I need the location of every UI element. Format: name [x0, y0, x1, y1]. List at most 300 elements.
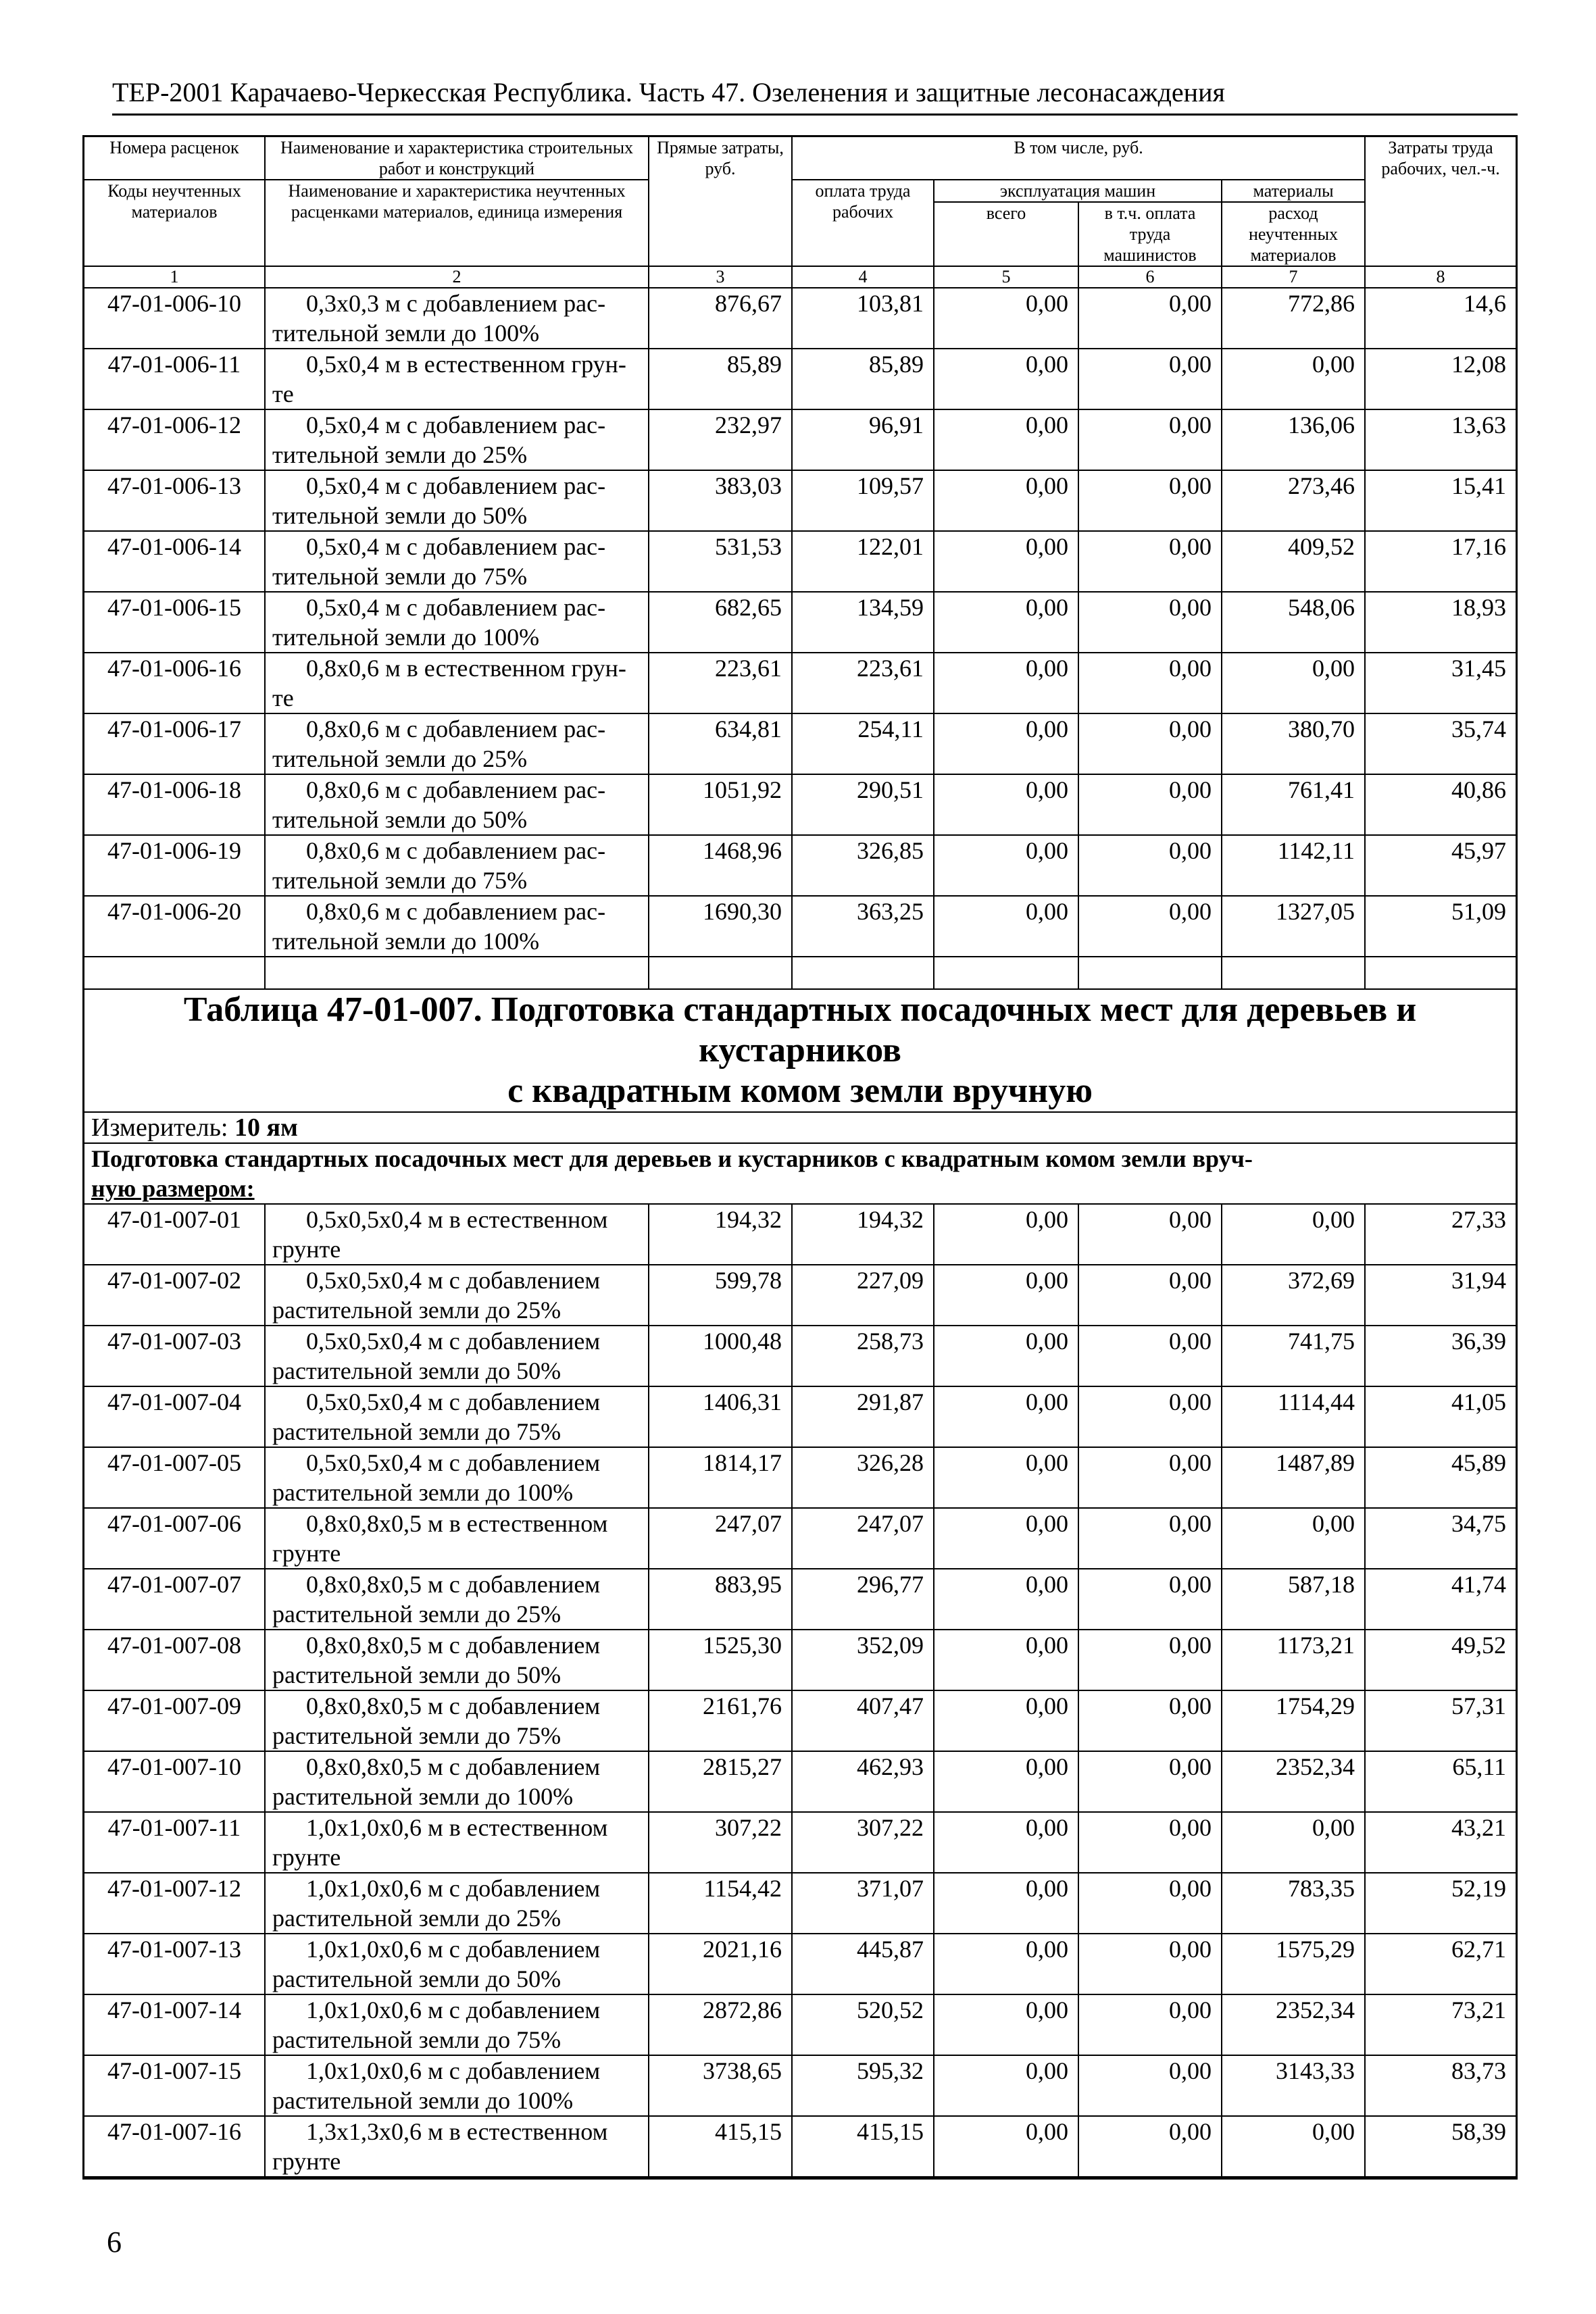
materials-value: 1327,05 — [1222, 896, 1365, 957]
description-line: растительной земли до 50% — [272, 1965, 562, 1992]
meter-row — [84, 1112, 1516, 1143]
description-line: 0,5x0,4 м с добавлением рас- — [306, 472, 606, 499]
description-line: тительной земли до 100% — [272, 624, 540, 651]
description-line: растительной земли до 75% — [272, 1722, 562, 1749]
table-title-row — [84, 989, 1516, 1112]
table-row — [84, 1386, 1516, 1447]
labor-value: 62,71 — [1365, 1934, 1516, 1994]
table-row — [84, 774, 1516, 835]
materials-value: 1114,44 — [1222, 1386, 1365, 1447]
table-row — [84, 1934, 1516, 1994]
machine-wages-value: 0,00 — [1078, 713, 1222, 774]
materials-value: 0,00 — [1222, 1812, 1365, 1873]
labor-value: 43,21 — [1365, 1812, 1516, 1873]
group-heading-line: ную размером: — [91, 1175, 255, 1202]
materials-value: 1173,21 — [1222, 1630, 1365, 1690]
description-line: растительной земли до 25% — [272, 1601, 562, 1628]
direct-costs-value: 1468,96 — [649, 835, 792, 896]
machine-total-value: 0,00 — [934, 592, 1078, 653]
machine-total-value: 0,00 — [934, 1204, 1078, 1265]
machine-wages-value: 0,00 — [1078, 288, 1222, 349]
work-description — [265, 896, 649, 957]
machine-wages-value: 0,00 — [1078, 1508, 1222, 1569]
work-description — [265, 1265, 649, 1326]
table-row — [84, 1994, 1516, 2055]
materials-value: 2352,34 — [1222, 1994, 1365, 2055]
materials-value: 372,69 — [1222, 1265, 1365, 1326]
wages-value: 445,87 — [792, 1934, 934, 1994]
wages-value: 134,59 — [792, 592, 934, 653]
labor-value: 31,45 — [1365, 653, 1516, 713]
direct-costs-value: 232,97 — [649, 409, 792, 470]
description-line: растительной земли до 25% — [272, 1905, 562, 1932]
machine-total-value: 0,00 — [934, 2055, 1078, 2116]
table-row — [84, 531, 1516, 592]
machine-total-value: 0,00 — [934, 288, 1078, 349]
work-description — [265, 1204, 649, 1265]
description-line: 0,5x0,5x0,4 м с добавлением — [306, 1388, 601, 1415]
price-code: 47-01-007-09 — [84, 1690, 265, 1751]
wages-value: 595,32 — [792, 2055, 934, 2116]
description-line: растительной земли до 100% — [272, 2087, 574, 2114]
column-numbers-row — [84, 266, 1516, 288]
machine-total-value: 0,00 — [934, 2116, 1078, 2177]
table-row — [84, 835, 1516, 896]
direct-costs-value: 2161,76 — [649, 1690, 792, 1751]
description-line: тительной земли до 50% — [272, 502, 528, 529]
wages-value: 96,91 — [792, 409, 934, 470]
table-row — [84, 653, 1516, 713]
meter — [84, 1112, 1516, 1143]
description-line: 1,0x1,0x0,6 м с добавлением — [306, 2057, 601, 2084]
wages-value: 296,77 — [792, 1569, 934, 1630]
labor-value: 34,75 — [1365, 1508, 1516, 1569]
work-description — [265, 653, 649, 713]
description-line: 0,5x0,5x0,4 м в естественном — [306, 1206, 608, 1233]
price-code: 47-01-007-01 — [84, 1204, 265, 1265]
description-line: грунте — [272, 2148, 341, 2175]
description-line: тительной земли до 75% — [272, 867, 528, 894]
machine-total-value: 0,00 — [934, 653, 1078, 713]
col-direct-costs-header: Прямые затраты, руб. — [649, 137, 792, 266]
machine-total-value: 0,00 — [934, 1265, 1078, 1326]
direct-costs-value: 876,67 — [649, 288, 792, 349]
materials-value: 761,41 — [1222, 774, 1365, 835]
materials-value: 1575,29 — [1222, 1934, 1365, 1994]
column-number: 6 — [1078, 266, 1222, 288]
description-line: растительной земли до 75% — [272, 1418, 562, 1445]
machine-total-value: 0,00 — [934, 1994, 1078, 2055]
wages-value: 326,85 — [792, 835, 934, 896]
machine-wages-value: 0,00 — [1078, 2116, 1222, 2177]
work-description — [265, 1812, 649, 1873]
labor-value: 52,19 — [1365, 1873, 1516, 1934]
wages-value: 227,09 — [792, 1265, 934, 1326]
machine-total-value: 0,00 — [934, 1508, 1078, 1569]
materials-value: 548,06 — [1222, 592, 1365, 653]
machine-total-value: 0,00 — [934, 349, 1078, 409]
direct-costs-value: 194,32 — [649, 1204, 792, 1265]
col-labor-header: Затраты труда рабочих, чел.-ч. — [1365, 137, 1516, 266]
table-row — [84, 1265, 1516, 1326]
description-line: 0,5x0,5x0,4 м с добавлением — [306, 1328, 601, 1355]
meter-value: 10 ям — [234, 1113, 298, 1142]
spacer-row — [84, 957, 1516, 989]
work-description — [265, 774, 649, 835]
machine-total-value: 0,00 — [934, 409, 1078, 470]
materials-value: 0,00 — [1222, 653, 1365, 713]
wages-value: 290,51 — [792, 774, 934, 835]
machine-total-value: 0,00 — [934, 1386, 1078, 1447]
col-machine-total-header: всего — [934, 202, 1078, 266]
direct-costs-value: 1154,42 — [649, 1873, 792, 1934]
description-line: 0,8x0,6 м в естественном грун- — [306, 655, 626, 682]
description-line: 1,0x1,0x0,6 м в естественном — [306, 1814, 608, 1841]
machine-total-value: 0,00 — [934, 1934, 1078, 1994]
description-line: 0,8x0,8x0,5 м с добавлением — [306, 1692, 601, 1719]
direct-costs-value: 2815,27 — [649, 1751, 792, 1812]
table-row — [84, 1873, 1516, 1934]
machine-wages-value: 0,00 — [1078, 1569, 1222, 1630]
description-line: 0,8x0,6 м с добавлением рас- — [306, 776, 606, 803]
labor-value: 36,39 — [1365, 1326, 1516, 1386]
table-row — [84, 470, 1516, 531]
column-number: 3 — [649, 266, 792, 288]
table-row — [84, 1751, 1516, 1812]
wages-value: 352,09 — [792, 1630, 934, 1690]
labor-value: 51,09 — [1365, 896, 1516, 957]
direct-costs-value: 3738,65 — [649, 2055, 792, 2116]
machine-total-value: 0,00 — [934, 1873, 1078, 1934]
table-title-line: с квадратным комом земли вручную — [507, 1072, 1093, 1110]
direct-costs-value: 1051,92 — [649, 774, 792, 835]
direct-costs-value: 1000,48 — [649, 1326, 792, 1386]
direct-costs-value: 247,07 — [649, 1508, 792, 1569]
price-table-sheet — [82, 135, 1518, 2180]
machine-total-value: 0,00 — [934, 1690, 1078, 1751]
machine-wages-value: 0,00 — [1078, 774, 1222, 835]
labor-value: 14,6 — [1365, 288, 1516, 349]
col-works-header: Наименование и характеристика строительных работ и конструкций — [265, 137, 649, 180]
wages-value: 254,11 — [792, 713, 934, 774]
labor-value: 35,74 — [1365, 713, 1516, 774]
wages-value: 258,73 — [792, 1326, 934, 1386]
direct-costs-value: 1814,17 — [649, 1447, 792, 1508]
price-code: 47-01-006-13 — [84, 470, 265, 531]
price-code: 47-01-007-16 — [84, 2116, 265, 2177]
description-line: 0,5x0,4 м с добавлением рас- — [306, 533, 606, 560]
table-row — [84, 288, 1516, 349]
machine-wages-value: 0,00 — [1078, 653, 1222, 713]
description-line: 0,3x0,3 м с добавлением рас- — [306, 290, 606, 317]
description-line: 0,8x0,8x0,5 м с добавлением — [306, 1753, 601, 1780]
column-number: 5 — [934, 266, 1078, 288]
price-code: 47-01-006-11 — [84, 349, 265, 409]
wages-value: 520,52 — [792, 1994, 934, 2055]
machine-wages-value: 0,00 — [1078, 470, 1222, 531]
direct-costs-value: 2021,16 — [649, 1934, 792, 1994]
work-description — [265, 1690, 649, 1751]
wages-value: 462,93 — [792, 1751, 934, 1812]
table-row — [84, 349, 1516, 409]
direct-costs-value: 883,95 — [649, 1569, 792, 1630]
page-header: ТЕР-2001 Карачаево-Черкесская Республика. Часть 47. Озеленения и защитные лесонасаждения — [112, 76, 1518, 116]
direct-costs-value: 85,89 — [649, 349, 792, 409]
description-line: тительной земли до 25% — [272, 441, 528, 468]
price-code: 47-01-007-15 — [84, 2055, 265, 2116]
price-code: 47-01-006-20 — [84, 896, 265, 957]
description-line: 1,3x1,3x0,6 м в естественном — [306, 2118, 608, 2145]
description-line: тительной земли до 100% — [272, 928, 540, 955]
machine-wages-value: 0,00 — [1078, 896, 1222, 957]
description-line: те — [272, 684, 294, 711]
machine-total-value: 0,00 — [934, 713, 1078, 774]
table-row — [84, 1630, 1516, 1690]
column-number: 7 — [1222, 266, 1365, 288]
table-row — [84, 896, 1516, 957]
work-description — [265, 1447, 649, 1508]
description-line: тительной земли до 25% — [272, 745, 528, 772]
column-number: 2 — [265, 266, 649, 288]
machine-wages-value: 0,00 — [1078, 1386, 1222, 1447]
labor-value: 13,63 — [1365, 409, 1516, 470]
machine-wages-value: 0,00 — [1078, 592, 1222, 653]
work-description — [265, 531, 649, 592]
price-code: 47-01-007-14 — [84, 1994, 265, 2055]
wages-value: 103,81 — [792, 288, 934, 349]
machine-wages-value: 0,00 — [1078, 409, 1222, 470]
direct-costs-value: 1690,30 — [649, 896, 792, 957]
description-line: 1,0x1,0x0,6 м с добавлением — [306, 1875, 601, 1902]
labor-value: 65,11 — [1365, 1751, 1516, 1812]
column-number: 8 — [1365, 266, 1516, 288]
labor-value: 17,16 — [1365, 531, 1516, 592]
work-description — [265, 470, 649, 531]
materials-value: 1142,11 — [1222, 835, 1365, 896]
description-line: растительной земли до 50% — [272, 1357, 562, 1384]
table-row — [84, 1812, 1516, 1873]
table-row — [84, 1690, 1516, 1751]
description-line: грунте — [272, 1236, 341, 1263]
direct-costs-value: 383,03 — [649, 470, 792, 531]
wages-value: 291,87 — [792, 1386, 934, 1447]
description-line: 0,8x0,6 м с добавлением рас- — [306, 837, 606, 864]
machine-total-value: 0,00 — [934, 1812, 1078, 1873]
materials-value: 0,00 — [1222, 349, 1365, 409]
labor-value: 18,93 — [1365, 592, 1516, 653]
price-code: 47-01-006-14 — [84, 531, 265, 592]
machine-total-value: 0,00 — [934, 1447, 1078, 1508]
wages-value: 247,07 — [792, 1508, 934, 1569]
materials-value: 587,18 — [1222, 1569, 1365, 1630]
price-code: 47-01-007-12 — [84, 1873, 265, 1934]
table-row — [84, 1326, 1516, 1386]
work-description — [265, 1569, 649, 1630]
price-code: 47-01-007-02 — [84, 1265, 265, 1326]
direct-costs-value: 1525,30 — [649, 1630, 792, 1690]
machine-wages-value: 0,00 — [1078, 1690, 1222, 1751]
table-row — [84, 592, 1516, 653]
machine-wages-value: 0,00 — [1078, 349, 1222, 409]
labor-value: 58,39 — [1365, 2116, 1516, 2177]
machine-total-value: 0,00 — [934, 835, 1078, 896]
work-description — [265, 1630, 649, 1690]
description-line: 0,5x0,4 м в естественном грун- — [306, 351, 626, 378]
machine-total-value: 0,00 — [934, 1751, 1078, 1812]
machine-wages-value: 0,00 — [1078, 1265, 1222, 1326]
wages-value: 307,22 — [792, 1812, 934, 1873]
col-machine-wages-header: в т.ч. оплата труда машинистов — [1078, 202, 1222, 266]
machine-total-value: 0,00 — [934, 774, 1078, 835]
labor-value: 41,05 — [1365, 1386, 1516, 1447]
labor-value: 12,08 — [1365, 349, 1516, 409]
price-code: 47-01-007-10 — [84, 1751, 265, 1812]
description-line: 0,8x0,8x0,5 м в естественном — [306, 1510, 608, 1537]
direct-costs-value: 682,65 — [649, 592, 792, 653]
wages-value: 363,25 — [792, 896, 934, 957]
col-wages-header: оплата труда рабочих — [792, 180, 934, 266]
col-materials-desc-header: Наименование и характеристика неучтенных расценками материалов, единица измерения — [265, 180, 649, 266]
work-description — [265, 1508, 649, 1569]
work-description — [265, 592, 649, 653]
work-description — [265, 2116, 649, 2177]
description-line: 1,0x1,0x0,6 м с добавлением — [306, 1996, 601, 2023]
machine-total-value: 0,00 — [934, 470, 1078, 531]
description-line: тительной земли до 75% — [272, 563, 528, 590]
table-row — [84, 2116, 1516, 2177]
description-line: растительной земли до 100% — [272, 1783, 574, 1810]
machine-wages-value: 0,00 — [1078, 1934, 1222, 1994]
materials-value: 1754,29 — [1222, 1690, 1365, 1751]
description-line: растительной земли до 25% — [272, 1297, 562, 1324]
price-code: 47-01-006-19 — [84, 835, 265, 896]
machine-operation-header: эксплуатация машин — [934, 180, 1222, 202]
wages-value: 194,32 — [792, 1204, 934, 1265]
machine-wages-value: 0,00 — [1078, 531, 1222, 592]
materials-value: 409,52 — [1222, 531, 1365, 592]
table-title-line: Таблица 47-01-007. Подготовка стандартных посадочных мест для деревьев и кустарников — [183, 990, 1417, 1070]
group-heading — [84, 1143, 1516, 1204]
table-row — [84, 1447, 1516, 1508]
materials-value: 3143,33 — [1222, 2055, 1365, 2116]
machine-wages-value: 0,00 — [1078, 1326, 1222, 1386]
table-title — [84, 989, 1516, 1112]
machine-wages-value: 0,00 — [1078, 1630, 1222, 1690]
description-line: тительной земли до 50% — [272, 806, 528, 833]
price-code: 47-01-006-17 — [84, 713, 265, 774]
description-line: растительной земли до 100% — [272, 1479, 574, 1506]
description-line: 0,8x0,6 м с добавлением рас- — [306, 898, 606, 925]
col-material-codes-header: Коды неучтенных материалов — [84, 180, 265, 266]
materials-value: 772,86 — [1222, 288, 1365, 349]
machine-wages-value: 0,00 — [1078, 1751, 1222, 1812]
price-code: 47-01-006-12 — [84, 409, 265, 470]
price-code: 47-01-006-16 — [84, 653, 265, 713]
description-line: растительной земли до 75% — [272, 2026, 562, 2053]
materials-value: 0,00 — [1222, 1204, 1365, 1265]
group-heading-row — [84, 1143, 1516, 1204]
column-number: 1 — [84, 266, 265, 288]
wages-value: 407,47 — [792, 1690, 934, 1751]
labor-value: 83,73 — [1365, 2055, 1516, 2116]
wages-value: 122,01 — [792, 531, 934, 592]
table-row — [84, 409, 1516, 470]
machine-total-value: 0,00 — [934, 896, 1078, 957]
direct-costs-value: 415,15 — [649, 2116, 792, 2177]
materials-value: 1487,89 — [1222, 1447, 1365, 1508]
header-row-2 — [84, 180, 1516, 202]
labor-value: 15,41 — [1365, 470, 1516, 531]
work-description — [265, 288, 649, 349]
price-code: 47-01-006-10 — [84, 288, 265, 349]
machine-wages-value: 0,00 — [1078, 2055, 1222, 2116]
machine-total-value: 0,00 — [934, 531, 1078, 592]
work-description — [265, 1934, 649, 1994]
wages-value: 85,89 — [792, 349, 934, 409]
materials-header: материалы — [1222, 180, 1365, 202]
work-description — [265, 835, 649, 896]
work-description — [265, 1326, 649, 1386]
price-code: 47-01-007-08 — [84, 1630, 265, 1690]
price-code: 47-01-007-06 — [84, 1508, 265, 1569]
including-header: В том числе, руб. — [792, 137, 1365, 180]
machine-wages-value: 0,00 — [1078, 1873, 1222, 1934]
machine-total-value: 0,00 — [934, 1569, 1078, 1630]
table-row — [84, 1204, 1516, 1265]
description-line: грунте — [272, 1844, 341, 1871]
column-number: 4 — [792, 266, 934, 288]
table-row — [84, 713, 1516, 774]
work-description — [265, 2055, 649, 2116]
direct-costs-value: 223,61 — [649, 653, 792, 713]
price-code: 47-01-006-18 — [84, 774, 265, 835]
work-description — [265, 1873, 649, 1934]
machine-total-value: 0,00 — [934, 1630, 1078, 1690]
materials-value: 380,70 — [1222, 713, 1365, 774]
machine-wages-value: 0,00 — [1078, 835, 1222, 896]
group-heading-line: Подготовка стандартных посадочных мест для деревьев и кустарников с квадратным комом земли вруч- — [91, 1145, 1253, 1172]
labor-value: 73,21 — [1365, 1994, 1516, 2055]
direct-costs-value: 531,53 — [649, 531, 792, 592]
direct-costs-value: 2872,86 — [649, 1994, 792, 2055]
labor-value: 45,89 — [1365, 1447, 1516, 1508]
description-line: 0,8x0,8x0,5 м с добавлением — [306, 1571, 601, 1598]
machine-wages-value: 0,00 — [1078, 1994, 1222, 2055]
direct-costs-value: 599,78 — [649, 1265, 792, 1326]
description-line: 0,5x0,5x0,4 м с добавлением — [306, 1449, 601, 1476]
table-row — [84, 1569, 1516, 1630]
meter-label: Измеритель: — [91, 1113, 228, 1142]
description-line: 1,0x1,0x0,6 м с добавлением — [306, 1936, 601, 1963]
materials-value: 273,46 — [1222, 470, 1365, 531]
header-row-1 — [84, 137, 1516, 180]
labor-value: 40,86 — [1365, 774, 1516, 835]
labor-value: 57,31 — [1365, 1690, 1516, 1751]
work-description — [265, 409, 649, 470]
price-table — [84, 137, 1516, 2178]
direct-costs-value: 1406,31 — [649, 1386, 792, 1447]
materials-value: 741,75 — [1222, 1326, 1365, 1386]
description-line: 0,5x0,4 м с добавлением рас- — [306, 411, 606, 438]
col-price-numbers-header: Номера расценок — [84, 137, 265, 180]
machine-total-value: 0,00 — [934, 1326, 1078, 1386]
description-line: грунте — [272, 1540, 341, 1567]
materials-value: 2352,34 — [1222, 1751, 1365, 1812]
price-code: 47-01-007-04 — [84, 1386, 265, 1447]
price-code: 47-01-006-15 — [84, 592, 265, 653]
direct-costs-value: 634,81 — [649, 713, 792, 774]
work-description — [265, 349, 649, 409]
